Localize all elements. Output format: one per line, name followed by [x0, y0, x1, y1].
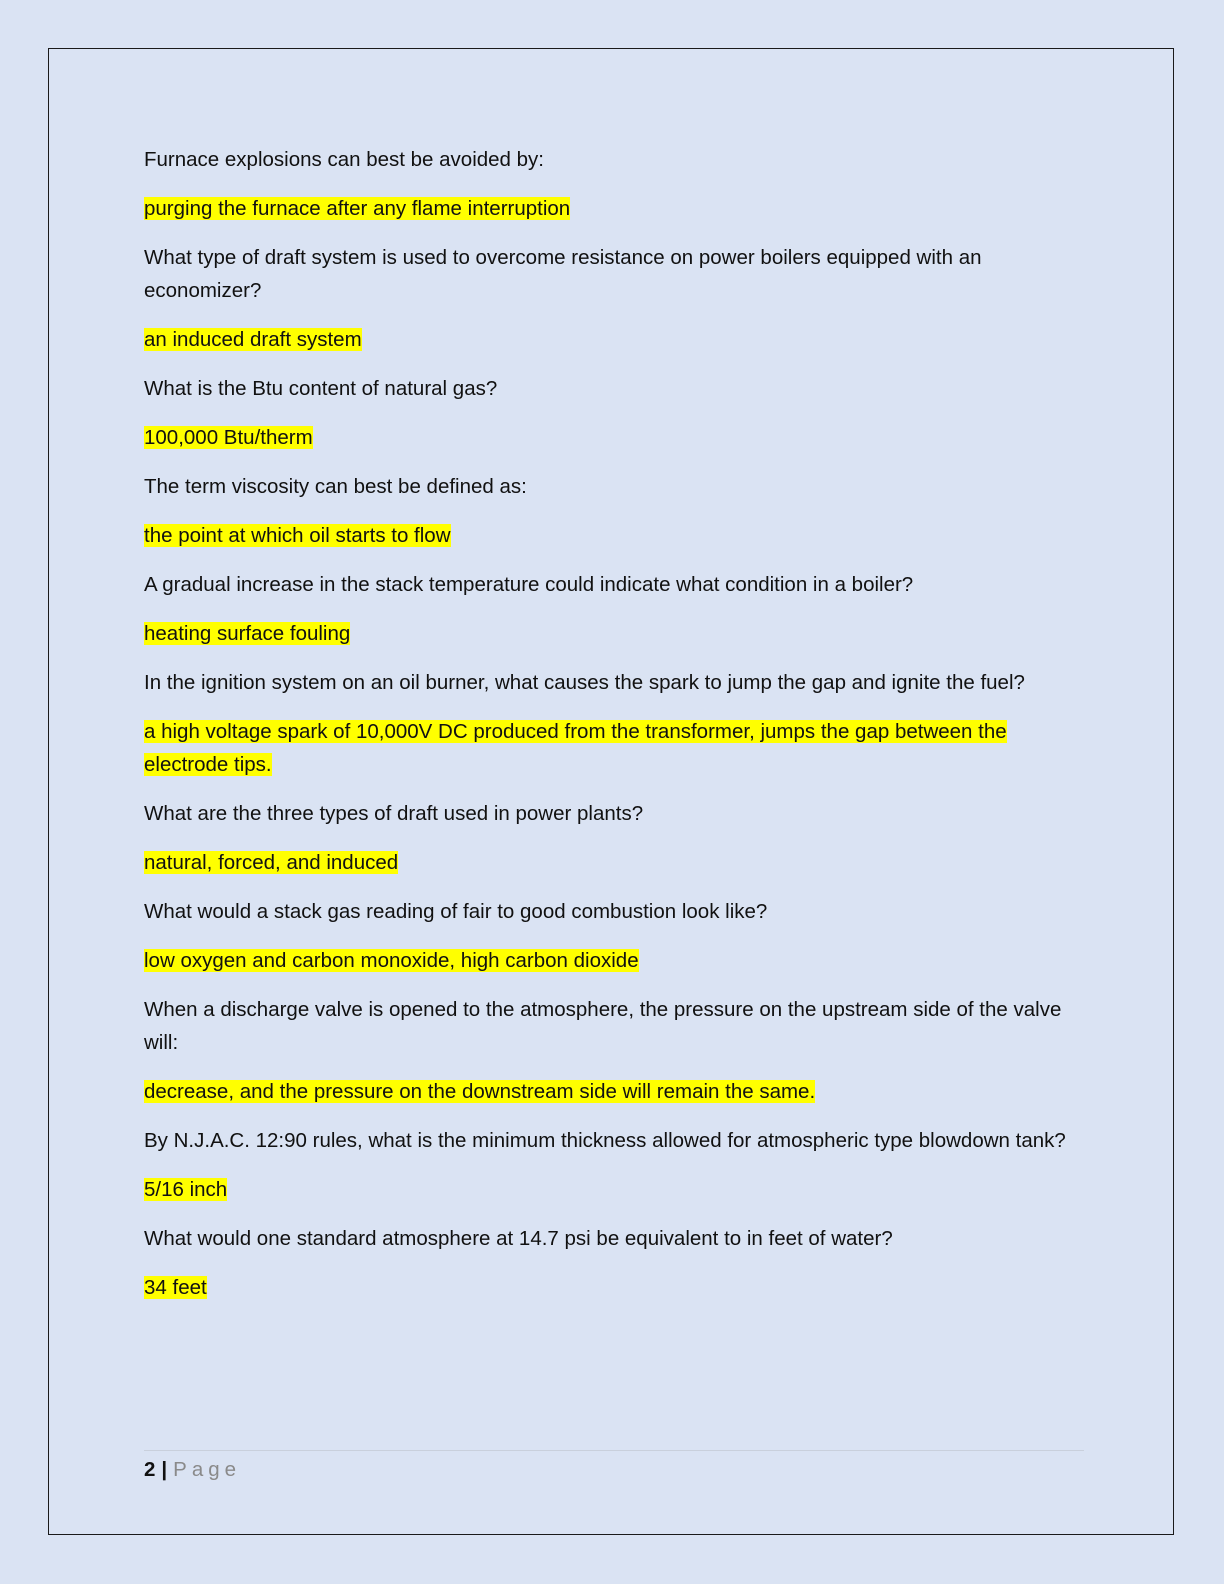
- answer-2-text: an induced draft system: [144, 328, 362, 351]
- answer-2: [144, 323, 1084, 356]
- answer-3-text: 100,000 Btu/therm: [144, 426, 313, 449]
- question-6: In the ignition system on an oil burner, what causes the spark to jump the gap and ignite the fuel?: [144, 671, 1025, 694]
- question-4: The term viscosity can best be defined as:: [144, 475, 527, 498]
- answer-6-text: a high voltage spark of 10,000V DC produced from the transformer, jumps the gap between the electrode tips.: [144, 720, 1007, 776]
- answer-4-text: the point at which oil starts to flow: [144, 524, 451, 547]
- question-10: By N.J.A.C. 12:90 rules, what is the minimum thickness allowed for atmospheric type blowdown tank?: [144, 1129, 1066, 1152]
- page-footer: [144, 1455, 241, 1485]
- footer-separator: |: [161, 1458, 168, 1481]
- answer-10-text: 5/16 inch: [144, 1178, 228, 1201]
- footer-divider: [144, 1450, 1084, 1451]
- answer-5: [144, 617, 1084, 650]
- answer-9: [144, 1075, 1084, 1108]
- question-2: What type of draft system is used to overcome resistance on power boilers equipped with an economizer?: [144, 246, 982, 302]
- question-8: What would a stack gas reading of fair to good combustion look like?: [144, 900, 768, 923]
- question-7: What are the three types of draft used in power plants?: [144, 802, 644, 825]
- answer-8: [144, 944, 1084, 977]
- answer-11-text: 34 feet: [144, 1276, 207, 1299]
- page-label: Page: [173, 1458, 242, 1481]
- answer-9-text: decrease, and the pressure on the downstream side will remain the same.: [144, 1080, 816, 1103]
- answer-8-text: low oxygen and carbon monoxide, high carbon dioxide: [144, 949, 639, 972]
- question-5: A gradual increase in the stack temperature could indicate what condition in a boiler?: [144, 573, 914, 596]
- question-9: When a discharge valve is opened to the atmosphere, the pressure on the upstream side of the valve will:: [144, 998, 1062, 1054]
- answer-1: [144, 192, 1084, 225]
- answer-1-text: purging the furnace after any flame interruption: [144, 197, 571, 220]
- question-11: What would one standard atmosphere at 14.7 psi be equivalent to in feet of water?: [144, 1227, 893, 1250]
- answer-10: [144, 1173, 1084, 1206]
- answer-6: [144, 715, 1084, 781]
- answer-7: [144, 846, 1084, 879]
- answer-3: [144, 421, 1084, 454]
- answer-5-text: heating surface fouling: [144, 622, 351, 645]
- question-1: Furnace explosions can best be avoided by:: [144, 148, 545, 171]
- document-body: [144, 143, 1084, 1320]
- answer-11: [144, 1271, 1084, 1304]
- answer-7-text: natural, forced, and induced: [144, 851, 399, 874]
- question-3: What is the Btu content of natural gas?: [144, 377, 498, 400]
- page-number: 2: [144, 1458, 156, 1481]
- answer-4: [144, 519, 1084, 552]
